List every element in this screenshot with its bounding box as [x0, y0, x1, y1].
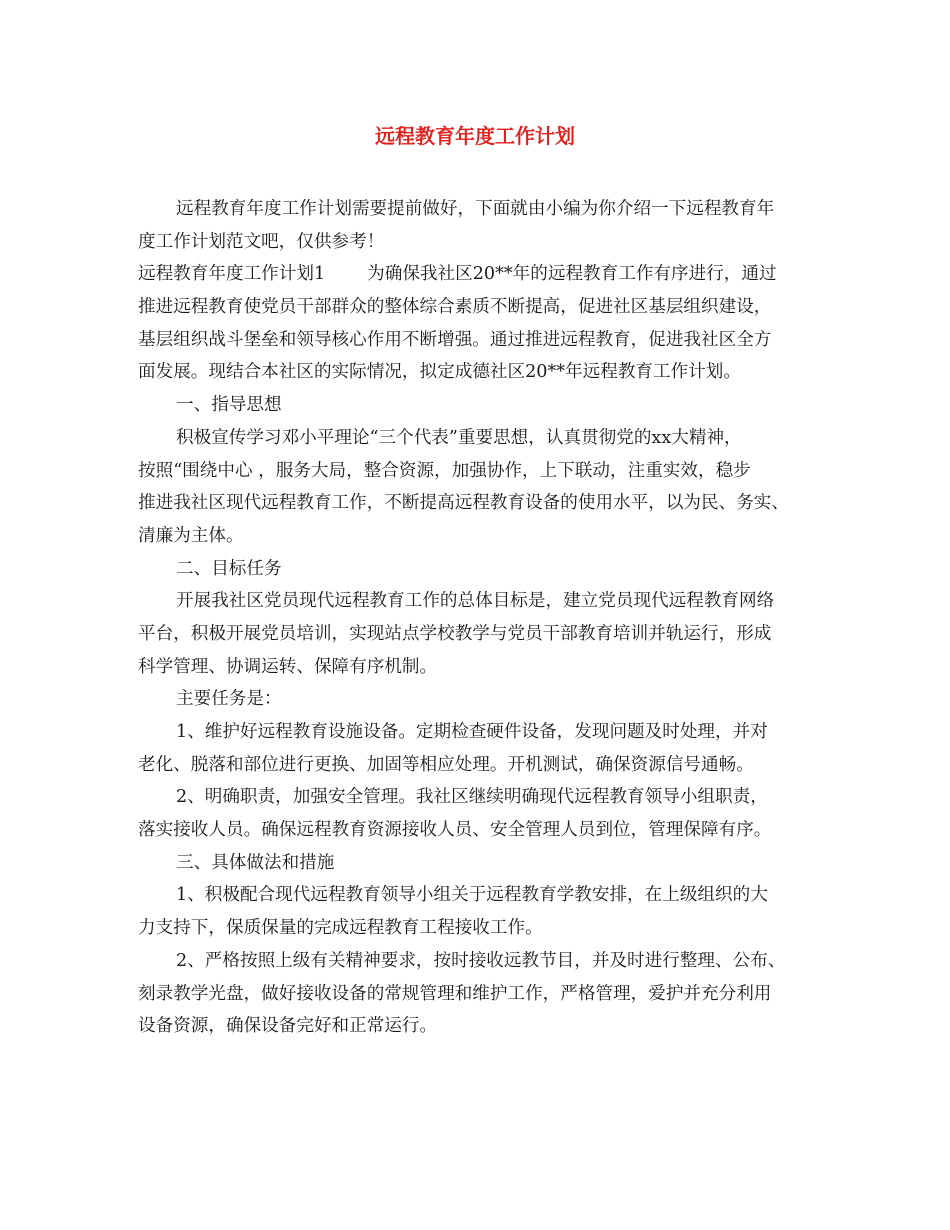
- line-text: 一、指导思想: [176, 395, 282, 416]
- paragraph-line: [138, 716, 812, 749]
- line-text: 2、严格按照上级有关精神要求，按时接收远教节目，并及时进行整理、公布、: [176, 950, 786, 971]
- line-text: 设备资源，确保设备完好和正常运行。: [138, 1016, 438, 1037]
- paragraph-line: [138, 356, 812, 389]
- line-text: 按照“围绕中心 ，服务大局，整合资源，加强协作，上下联动，注重实效，稳步: [138, 460, 751, 481]
- document-body: [138, 193, 812, 1043]
- paragraph-line: [138, 618, 812, 651]
- paragraph-line: [138, 651, 812, 684]
- line-text: 主要任务是：: [176, 689, 282, 710]
- line-text: 基层组织战斗堡垒和领导核心作用不断增强。通过推进远程教育，促进我社区全方: [138, 329, 772, 350]
- line-text: 推进我社区现代远程教育工作，不断提高远程教育设备的使用水平，以为民、务实、: [138, 493, 789, 514]
- line-text: 开展我社区党员现代远程教育工作的总体目标是，建立党员现代远程教育网络: [176, 591, 775, 612]
- paragraph-line: [138, 879, 812, 912]
- line-text: 远程教育年度工作计划1: [138, 264, 326, 285]
- paragraph-line: [138, 422, 812, 455]
- line-text: 三、具体做法和措施: [176, 852, 335, 873]
- paragraph-line: [138, 912, 812, 945]
- line-text: 推进远程教育使党员干部群众的整体综合素质不断提高，促进社区基层组织建设，: [138, 297, 772, 318]
- paragraph-line: [138, 389, 812, 422]
- document-title: 远程教育年度工作计划: [375, 124, 575, 148]
- line-text: 科学管理、协调运转、保障有序机制。: [138, 656, 438, 677]
- paragraph-line: [138, 683, 812, 716]
- line-text: 平台，积极开展党员培训，实现站点学校教学与党员干部教育培训并轨运行，形成: [138, 623, 772, 644]
- line-text: 1、积极配合现代远程教育领导小组关于远程教育学教安排，在上级组织的大: [176, 885, 768, 906]
- line-text: 二、目标任务: [176, 558, 282, 579]
- paragraph-line: [138, 978, 812, 1011]
- line-text: 1、维护好远程教育设施设备。定期检查硬件设备，发现问题及时处理，并对: [176, 722, 768, 742]
- line-text: 力支持下，保质保量的完成远程教育工程接收工作。: [138, 918, 543, 939]
- paragraph-line: [138, 781, 812, 814]
- paragraph-line: [138, 193, 812, 226]
- line-text: 积极宣传学习邓小平理论“三个代表”重要思想，认真贯彻党的xx大精神，: [176, 427, 742, 448]
- paragraph-line: [138, 291, 812, 324]
- line-text: 远程教育年度工作计划需要提前做好，下面就由小编为你介绍一下远程教育年: [176, 199, 775, 219]
- line-text-continued: 为确保我社区20**年的远程教育工作有序进行，通过: [367, 264, 777, 285]
- line-text: 落实接收人员。确保远程教育资源接收人员、安全管理人员到位，管理保障有序。: [138, 820, 772, 841]
- paragraph-line: [138, 324, 812, 357]
- paragraph-line: [138, 847, 812, 880]
- paragraph-line: [138, 585, 812, 618]
- paragraph-line: [138, 487, 812, 520]
- line-text: 2、明确职责，加强安全管理。我社区继续明确现代远程教育领导小组职责，: [176, 787, 768, 808]
- paragraph-line: [138, 520, 812, 553]
- line-text: 度工作计划范文吧，仅供参考！: [138, 231, 385, 252]
- paragraph-line: [138, 1010, 812, 1043]
- paragraph-line: [138, 455, 812, 488]
- line-text: 面发展。现结合本社区的实际情况，拟定成德社区20**年远程教育工作计划。: [138, 362, 741, 383]
- paragraph-line: [138, 749, 812, 782]
- line-text: 清廉为主体。: [138, 525, 244, 546]
- line-text: 刻录教学光盘，做好接收设备的常规管理和维护工作，严格管理，爱护并充分利用: [138, 983, 772, 1004]
- paragraph-line: [138, 945, 812, 978]
- paragraph-line: [138, 814, 812, 847]
- paragraph-line: [138, 258, 812, 291]
- paragraph-line: [138, 226, 812, 259]
- paragraph-line: [138, 553, 812, 586]
- line-text: 老化、脱落和部位进行更换、加固等相应处理。开机测试，确保资源信号通畅。: [138, 754, 754, 775]
